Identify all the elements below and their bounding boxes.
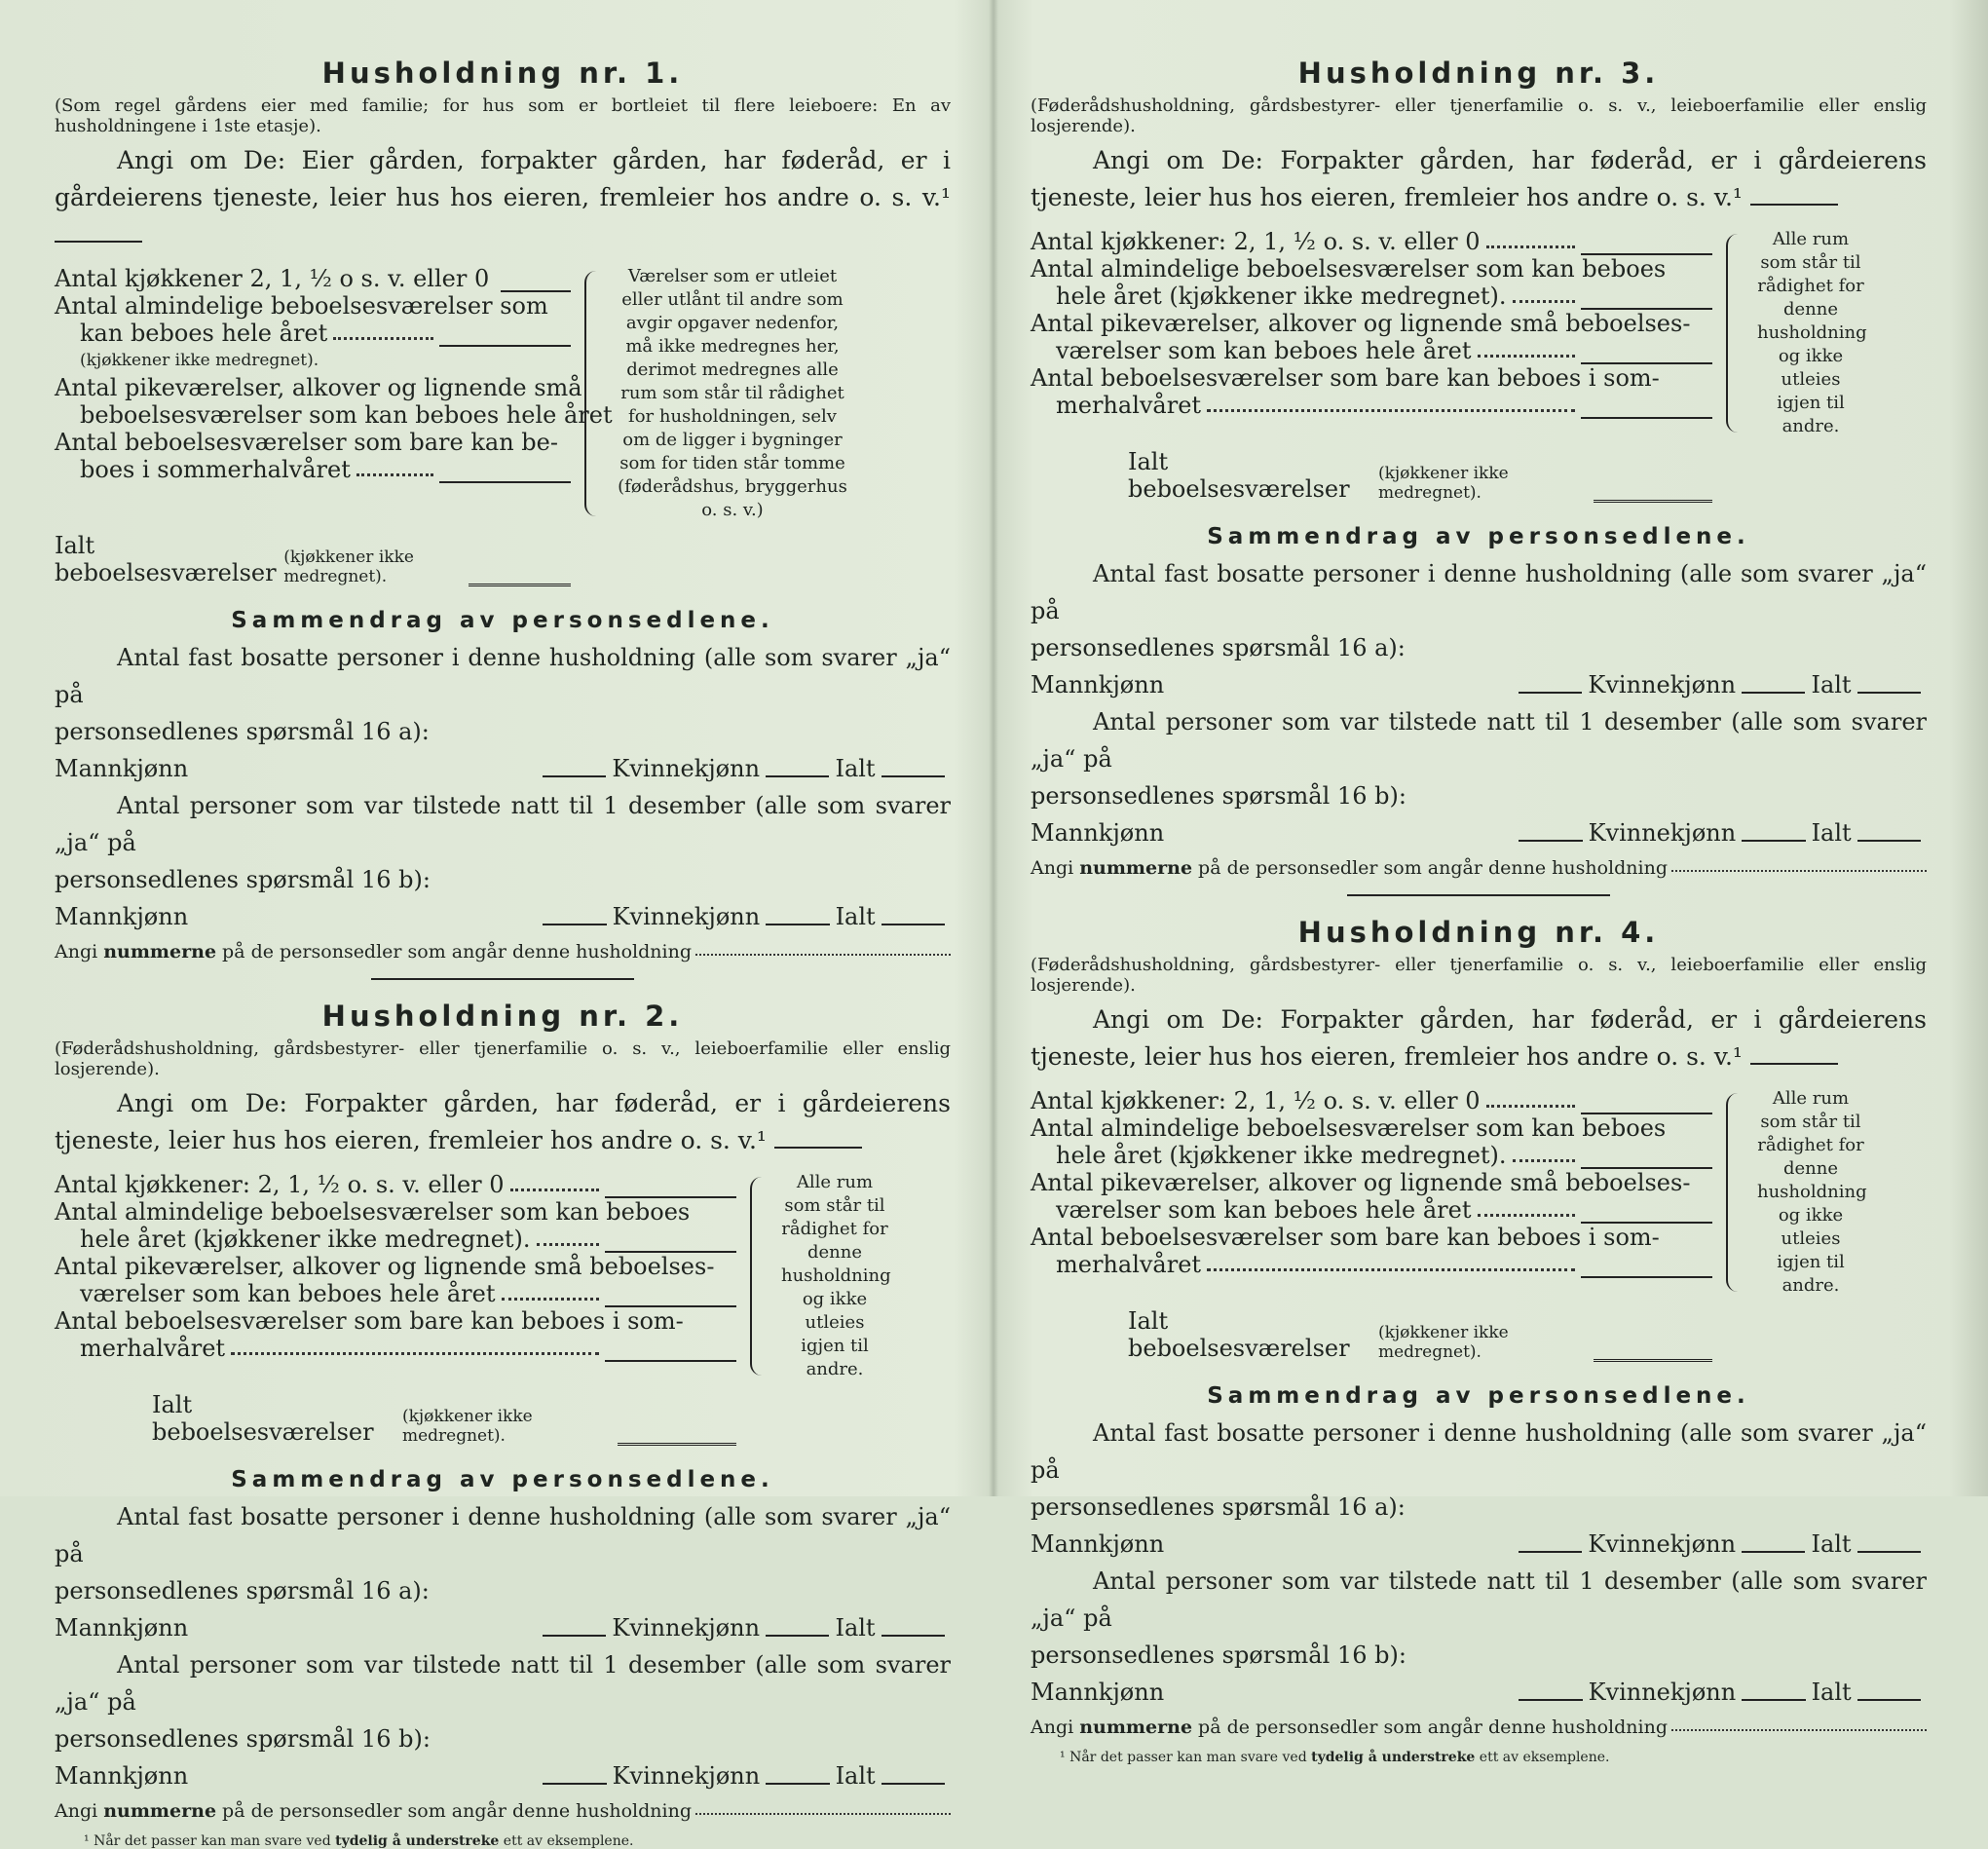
rooms-row — [1031, 283, 1712, 310]
total-rooms-answer[interactable] — [1594, 478, 1712, 503]
rooms-row-label: Antal kjøkkener: 2, 1, ½ o. s. v. eller 0 — [55, 1171, 505, 1198]
male-count-a[interactable] — [1519, 674, 1582, 694]
section-separator — [371, 978, 634, 980]
person-numbers-line[interactable] — [1671, 1728, 1927, 1731]
summary-b-line: personsedlenes spørsmål 16 b): Mannkjønn Kvinnekjønn Ialt — [1031, 777, 1927, 851]
rooms-row-label: Antal almindelige beboelsesværelser som — [55, 292, 548, 320]
person-numbers-row: Angi nummerne på de personsedler som angår denne husholdning — [55, 941, 951, 962]
household-1-section — [55, 57, 951, 962]
rooms-row — [1031, 364, 1712, 392]
rooms-row-label: (kjøkkener ikke medregnet). — [80, 351, 319, 370]
rooms-row — [55, 1171, 736, 1198]
leader-dots — [1478, 1213, 1575, 1217]
female-count-b[interactable] — [1742, 822, 1805, 842]
rooms-row-label: hele året (kjøkkener ikke medregnet). — [80, 1226, 531, 1253]
leader-dots — [333, 336, 433, 340]
rooms-row-label: Antal pikeværelser, alkover og lignende små beboelses- — [55, 1253, 715, 1280]
rooms-row — [55, 347, 571, 374]
total-count-b[interactable] — [1857, 822, 1921, 842]
female-count-b[interactable] — [766, 1765, 829, 1785]
rooms-side-note: Alle rum som står til rådighet for denne husholdning og ikke utleies igjen til andre. — [781, 1172, 891, 1379]
ownership-question: Angi om De: Forpakter gården, har føderåd, er i gårdeierens tjeneste, leier hus hos eieren, fremleier hos andre o. s. v.¹ — [1031, 146, 1927, 211]
household-note: (Føderådshusholdning, gårdsbestyrer- eller tjenerfamilie o. s. v., leieboerfamilie eller enslig losjerende). — [55, 1038, 951, 1079]
summary-a-text: Antal fast bosatte personer i denne husholdning (alle som svarer „ja“ på — [1031, 1419, 1927, 1484]
right-page — [1031, 57, 1927, 1765]
household-note: (Føderådshusholdning, gårdsbestyrer- eller tjenerfamilie o. s. v., leieboerfamilie eller enslig losjerende). — [1031, 95, 1927, 136]
rooms-row-label: Antal beboelsesværelser som bare kan be- — [55, 429, 558, 456]
rooms-row — [55, 292, 571, 320]
female-count-b[interactable] — [1742, 1681, 1805, 1701]
summary-b-text: Antal personer som var tilstede natt til 1 desember (alle som svarer „ja“ på — [55, 1651, 951, 1716]
male-count-b[interactable] — [543, 906, 606, 925]
rooms-row — [1031, 255, 1712, 283]
total-count-a[interactable] — [881, 1617, 945, 1637]
household-3-section — [1031, 57, 1927, 879]
male-count-a[interactable] — [543, 1617, 606, 1637]
rooms-row-label: boes i sommerhalvåret — [80, 456, 351, 483]
paper-edge — [1949, 0, 1988, 1496]
leader-dots — [537, 1242, 599, 1246]
total-count-a[interactable] — [881, 758, 945, 777]
total-count-a[interactable] — [1857, 674, 1921, 694]
rooms-rows — [55, 265, 613, 522]
rooms-row-label: værelser som kan beboes hele året — [80, 1280, 496, 1307]
leader-dots — [1513, 1158, 1575, 1162]
rooms-row — [55, 1226, 736, 1253]
leader-dots — [1513, 299, 1575, 303]
female-count-b[interactable] — [766, 906, 829, 925]
rooms-answer-field[interactable] — [439, 460, 571, 483]
rooms-answer-field[interactable] — [501, 269, 571, 292]
rooms-row — [1031, 1087, 1712, 1114]
total-rooms-answer[interactable] — [1594, 1338, 1712, 1362]
total-rooms-row: Ialt beboelsesværelser (kjøkkener ikke medregnet). — [1031, 448, 1712, 503]
footnote: ¹ Når det passer kan man svare ved tydelig å understreke ett av eksemplene. — [1060, 1750, 1610, 1765]
male-count-b[interactable] — [1519, 1681, 1582, 1701]
rooms-row — [55, 429, 571, 456]
total-rooms-answer[interactable] — [469, 562, 571, 586]
rooms-row — [55, 1198, 736, 1226]
summary-title: Sammendrag av personsedlene. — [1207, 524, 1750, 549]
person-numbers-line[interactable] — [1671, 869, 1927, 872]
rooms-rows — [1031, 1087, 1712, 1298]
rooms-row-label: værelser som kan beboes hele året — [1056, 1196, 1472, 1224]
household-4-section — [1031, 916, 1927, 1738]
leader-dots — [1207, 408, 1575, 412]
total-count-b[interactable] — [881, 1765, 945, 1785]
rooms-row-label: Antal beboelsesværelser som bare kan beboes i som- — [1031, 1224, 1660, 1251]
leader-dots — [502, 1297, 599, 1301]
total-rooms-row: Ialt beboelsesværelser (kjøkkener ikke medregnet). — [1031, 1307, 1712, 1362]
male-count-a[interactable] — [1519, 1533, 1582, 1553]
leader-dots — [510, 1188, 599, 1191]
rooms-row-label: beboelsesværelser som kan beboes hele året — [80, 401, 613, 429]
rooms-answer-field[interactable] — [1581, 1255, 1712, 1278]
household-title: Husholdning nr. 2. — [321, 1000, 684, 1033]
rooms-block — [55, 265, 951, 522]
footnote: ¹ Når det passer kan man svare ved tydelig å understreke ett av eksemplene. — [84, 1833, 634, 1849]
female-count-a[interactable] — [766, 758, 829, 777]
page-fold — [989, 0, 998, 1496]
rooms-row — [55, 1253, 736, 1280]
rooms-row — [55, 265, 571, 292]
household-2-section — [55, 1000, 951, 1822]
male-count-b[interactable] — [543, 1765, 606, 1785]
ownership-answer-line[interactable] — [1750, 186, 1838, 206]
rooms-row-label: Antal beboelsesværelser som bare kan beboes i som- — [55, 1307, 684, 1335]
summary-a-line: personsedlenes spørsmål 16 a): Mannkjønn Kvinnekjønn Ialt — [55, 1572, 951, 1646]
summary-title: Sammendrag av personsedlene. — [1207, 1383, 1750, 1409]
summary-a-text: Antal fast bosatte personer i denne husholdning (alle som svarer „ja“ på — [55, 1503, 951, 1567]
rooms-answer-field[interactable] — [605, 1339, 736, 1362]
rooms-row-label: merhalvåret — [1056, 392, 1202, 419]
leader-dots — [1478, 354, 1575, 358]
ownership-answer-line[interactable] — [1750, 1045, 1838, 1065]
rooms-side-note: Alle rum som står til rådighet for denne husholdning og ikke utleies igjen til andre. — [1757, 229, 1867, 436]
rooms-row-label: kan beboes hele året — [80, 320, 328, 347]
leader-dots — [231, 1351, 599, 1355]
summary-title: Sammendrag av personsedlene. — [231, 1467, 774, 1492]
rooms-row-label: Antal pikeværelser, alkover og lignende små — [55, 374, 582, 401]
rooms-row — [55, 1335, 736, 1362]
female-count-a[interactable] — [1742, 674, 1805, 694]
rooms-row-label: værelser som kan beboes hele året — [1056, 337, 1472, 364]
rooms-answer-field[interactable] — [605, 1229, 736, 1253]
household-title: Husholdning nr. 4. — [1297, 916, 1660, 949]
rooms-row-label: Antal kjøkkener: 2, 1, ½ o. s. v. eller 0 — [1031, 228, 1481, 255]
brace — [584, 271, 608, 516]
male-count-b[interactable] — [1519, 822, 1582, 842]
rooms-row-label: Antal almindelige beboelsesværelser som kan beboes — [1031, 1114, 1667, 1142]
rooms-row — [55, 374, 582, 401]
rooms-answer-field[interactable] — [1581, 396, 1712, 419]
rooms-row-label: hele året (kjøkkener ikke medregnet). — [1056, 1142, 1507, 1169]
summary-a-line: personsedlenes spørsmål 16 a): Mannkjønn Kvinnekjønn Ialt — [1031, 629, 1927, 703]
person-numbers-row: Angi nummerne på de personsedler som angår denne husholdning — [1031, 857, 1927, 879]
summary-b-line: personsedlenes spørsmål 16 b): Mannkjønn Kvinnekjønn Ialt — [55, 1720, 951, 1794]
summary-b-line: personsedlenes spørsmål 16 b): Mannkjønn Kvinnekjønn Ialt — [1031, 1637, 1927, 1711]
rooms-row — [1031, 1251, 1712, 1278]
rooms-block — [1031, 228, 1927, 438]
total-count-b[interactable] — [881, 906, 945, 925]
left-page — [55, 57, 951, 1849]
rooms-row-label: Antal almindelige beboelsesværelser som kan beboes — [55, 1198, 691, 1226]
rooms-row-label: Antal kjøkkener: 2, 1, ½ o. s. v. eller 0 — [1031, 1087, 1481, 1114]
person-numbers-row: Angi nummerne på de personsedler som angår denne husholdning — [55, 1800, 951, 1822]
total-rooms-row: Ialt beboelsesværelser (kjøkkener ikke medregnet). — [55, 1391, 736, 1446]
brace — [750, 1177, 773, 1376]
rooms-row — [55, 320, 571, 347]
ownership-question: Angi om De: Forpakter gården, har føderåd, er i gårdeierens tjeneste, leier hus hos eieren, fremleier hos andre o. s. v.¹ — [1031, 1005, 1927, 1071]
leader-dots — [1486, 245, 1575, 248]
household-note: (Føderådshusholdning, gårdsbestyrer- eller tjenerfamilie o. s. v., leieboerfamilie eller enslig losjerende). — [1031, 955, 1927, 996]
rooms-row-label: merhalvåret — [80, 1335, 226, 1362]
rooms-row-label: Antal pikeværelser, alkover og lignende små beboelses- — [1031, 1169, 1691, 1196]
rooms-row — [1031, 310, 1712, 337]
summary-a-line: personsedlenes spørsmål 16 a): Mannkjønn Kvinnekjønn Ialt — [1031, 1489, 1927, 1563]
summary-b-text: Antal personer som var tilstede natt til 1 desember (alle som svarer „ja“ på — [1031, 708, 1927, 773]
rooms-row — [1031, 392, 1712, 419]
leader-dots — [356, 472, 433, 476]
total-rooms-row: Ialt beboelsesværelser (kjøkkener ikke medregnet). — [55, 532, 571, 586]
person-numbers-row: Angi nummerne på de personsedler som angår denne husholdning — [1031, 1717, 1927, 1738]
summary-a-line: personsedlenes spørsmål 16 a): Mannkjønn Kvinnekjønn Ialt — [55, 713, 951, 787]
summary-a-text: Antal fast bosatte personer i denne husholdning (alle som svarer „ja“ på — [55, 644, 951, 708]
rooms-answer-field[interactable] — [605, 1175, 736, 1198]
rooms-row — [1031, 1142, 1712, 1169]
rooms-row — [1031, 1196, 1712, 1224]
rooms-row-label: Antal kjøkkener 2, 1, ½ o s. v. eller 0 — [55, 265, 490, 292]
summary-b-text: Antal personer som var tilstede natt til 1 desember (alle som svarer „ja“ på — [55, 792, 951, 856]
rooms-answer-field[interactable] — [1581, 341, 1712, 364]
rooms-row-label: Antal almindelige beboelsesværelser som kan beboes — [1031, 255, 1667, 283]
summary-title: Sammendrag av personsedlene. — [231, 608, 774, 633]
ownership-question: Angi om De: Eier gården, forpakter gården, har føderåd, er i gårdeierens tjeneste, leier hus hos eieren, fremleier hos andre o. s. v.¹ — [55, 142, 951, 253]
female-count-a[interactable] — [1742, 1533, 1805, 1553]
rooms-row — [1031, 337, 1712, 364]
rooms-row-label: merhalvåret — [1056, 1251, 1202, 1278]
rooms-answer-field[interactable] — [1581, 1091, 1712, 1114]
household-title: Husholdning nr. 3. — [1297, 57, 1660, 90]
rooms-row — [1031, 1169, 1712, 1196]
brace — [1726, 234, 1749, 433]
rooms-row — [1031, 1224, 1712, 1251]
household-title: Husholdning nr. 1. — [321, 57, 684, 90]
person-numbers-line[interactable] — [695, 953, 951, 956]
female-count-a[interactable] — [766, 1617, 829, 1637]
rooms-answer-field[interactable] — [1581, 286, 1712, 310]
rooms-row-label: Antal beboelsesværelser som bare kan beboes i som- — [1031, 364, 1660, 392]
summary-a-text: Antal fast bosatte personer i denne husholdning (alle som svarer „ja“ på — [1031, 560, 1927, 624]
rooms-answer-field[interactable] — [1581, 232, 1712, 255]
rooms-answer-field[interactable] — [439, 323, 571, 347]
summary-b-text: Antal personer som var tilstede natt til 1 desember (alle som svarer „ja“ på — [1031, 1567, 1927, 1632]
rooms-answer-field[interactable] — [605, 1284, 736, 1307]
rooms-row-label: Antal pikeværelser, alkover og lignende små beboelses- — [1031, 310, 1691, 337]
section-separator — [1347, 894, 1610, 896]
total-rooms-answer[interactable] — [618, 1421, 736, 1446]
household-note: (Som regel gårdens eier med familie; for hus som er bortleiet til flere leieboere: En av husholdningene i 1ste etasje). — [55, 95, 951, 136]
ownership-answer-line[interactable] — [774, 1129, 862, 1149]
rooms-row — [55, 456, 571, 483]
rooms-row — [55, 1280, 736, 1307]
rooms-row — [1031, 1114, 1712, 1142]
rooms-answer-field[interactable] — [1581, 1146, 1712, 1169]
total-count-a[interactable] — [1857, 1533, 1921, 1553]
rooms-side-note: Værelser som er utleiet eller utlånt til andre som avgir opgaver nedenfor, må ikke medregnes her, derimot medregnes alle rum som står til rådighet for husholdningen, selv om de ligger i bygninger som for tiden står tomme (føderådshus, bryggerhus o. s. v.) — [618, 266, 847, 520]
summary-b-line: personsedlenes spørsmål 16 b): Mannkjønn Kvinnekjønn Ialt — [55, 861, 951, 935]
rooms-rows — [1031, 228, 1712, 438]
ownership-answer-line[interactable] — [55, 223, 142, 243]
total-count-b[interactable] — [1857, 1681, 1921, 1701]
brace — [1726, 1093, 1749, 1292]
leader-dots — [1207, 1267, 1575, 1271]
rooms-block — [55, 1171, 951, 1381]
rooms-row — [1031, 228, 1712, 255]
rooms-row-label: hele året (kjøkkener ikke medregnet). — [1056, 283, 1507, 310]
leader-dots — [1486, 1104, 1575, 1108]
ownership-question: Angi om De: Forpakter gården, har føderåd, er i gårdeierens tjeneste, leier hus hos eieren, fremleier hos andre o. s. v.¹ — [55, 1089, 951, 1154]
rooms-row — [55, 1307, 736, 1335]
male-count-a[interactable] — [543, 758, 606, 777]
rooms-block — [1031, 1087, 1927, 1298]
rooms-row — [55, 401, 613, 429]
rooms-answer-field[interactable] — [1581, 1200, 1712, 1224]
rooms-side-note: Alle rum som står til rådighet for denne husholdning og ikke utleies igjen til andre. — [1757, 1088, 1867, 1296]
rooms-rows — [55, 1171, 736, 1381]
person-numbers-line[interactable] — [695, 1812, 951, 1815]
